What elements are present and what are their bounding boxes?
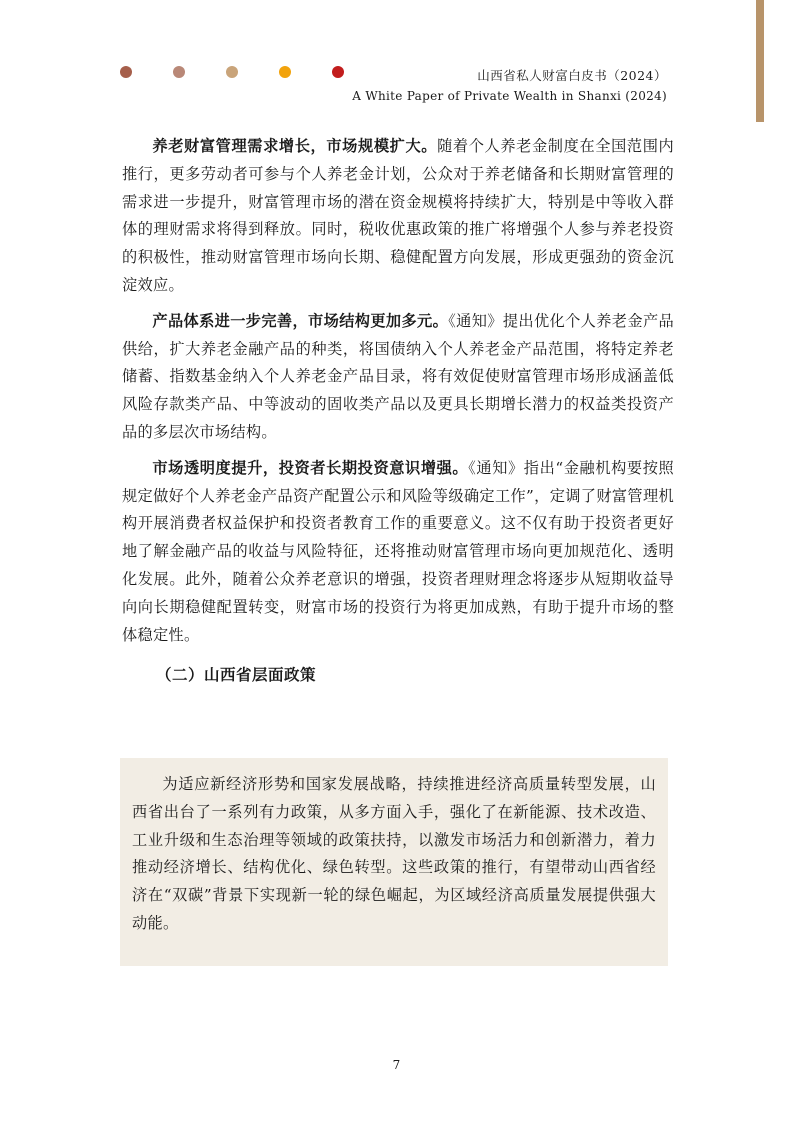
header-dot — [173, 66, 185, 78]
paragraph — [122, 308, 674, 447]
paragraph-text: 《通知》指出“金融机构要按照规定做好个人养老金产品资产配置公示和风险等级确定工作”，定调了财富管理机构开展消费者权益保护和投资者教育工作的重要意义。这不仅有助于投资者更好地了解金融产品的收益与风险特征，还将推动财富管理市场向更加规范化、透明化发展。此外，随着公众养老意识的增强，投资者理财理念将逐步从短期收益导向向长期稳健配置转变，财富市场的投资行为将更加成熟，有助于提升市场的整体稳定性。 — [122, 458, 674, 644]
header-dot — [332, 66, 344, 78]
box-text: 为适应新经济形势和国家发展战略，持续推进经济高质量转型发展，山西省出台了一系列有力政策，从多方面入手，强化了在新能源、技术改造、工业升级和生态治理等领域的政策扶持，以激发市场活力和创新潜力，着力推动经济增长、结构优化、绿色转型。这些政策的推行，有望带动山西省经济在“双碳”背景下实现新一轮的绿色崛起，为区域经济高质量发展提供强大动能。 — [132, 775, 656, 932]
page-number: 7 — [392, 1058, 401, 1072]
section-heading: （二）山西省层面政策 — [156, 665, 317, 685]
paragraph-lead: 养老财富管理需求增长，市场规模扩大。 — [152, 137, 438, 155]
main-body — [122, 133, 674, 687]
paragraph-text: 《通知》提出优化个人养老金产品供给，扩大养老金融产品的种类，将国债纳入个人养老金产品范围，将特定养老储蓄、指数基金纳入个人养老金产品目录，将有效促使财富管理市场形成涵盖低风险存款类产品、中等波动的固收类产品以及更具长期增长潜力的权益类投资产品的多层次市场结构。 — [122, 311, 674, 441]
header-dot — [279, 66, 291, 78]
paragraph-text: 随着个人养老金制度在全国范围内推行，更多劳动者可参与个人养老金计划，公众对于养老储备和长期财富管理的需求进一步提升，财富管理市场的潜在资金规模将持续扩大，特别是中等收入群体的理财需求将得到释放。同时，税收优惠政策的推广将增强个人参与养老投资的积极性，推动财富管理市场向长期、稳健配置方向发展，形成更强劲的资金沉淀效应。 — [122, 137, 675, 294]
header-dot — [120, 66, 132, 78]
paragraph-lead: 产品体系进一步完善，市场结构更加多元。 — [152, 311, 449, 330]
header-dot — [226, 66, 238, 78]
paragraph — [122, 455, 674, 650]
highlight-box — [120, 758, 668, 966]
header-title-en: A White Paper of Private Wealth in Shanxi (2024) — [352, 89, 667, 103]
paragraph — [122, 133, 674, 300]
header-title-cn: 山西省私人财富白皮书（2024） — [477, 68, 667, 83]
paragraph-lead: 市场透明度提升，投资者长期投资意识增强。 — [152, 458, 469, 477]
side-accent-bar — [756, 0, 764, 122]
